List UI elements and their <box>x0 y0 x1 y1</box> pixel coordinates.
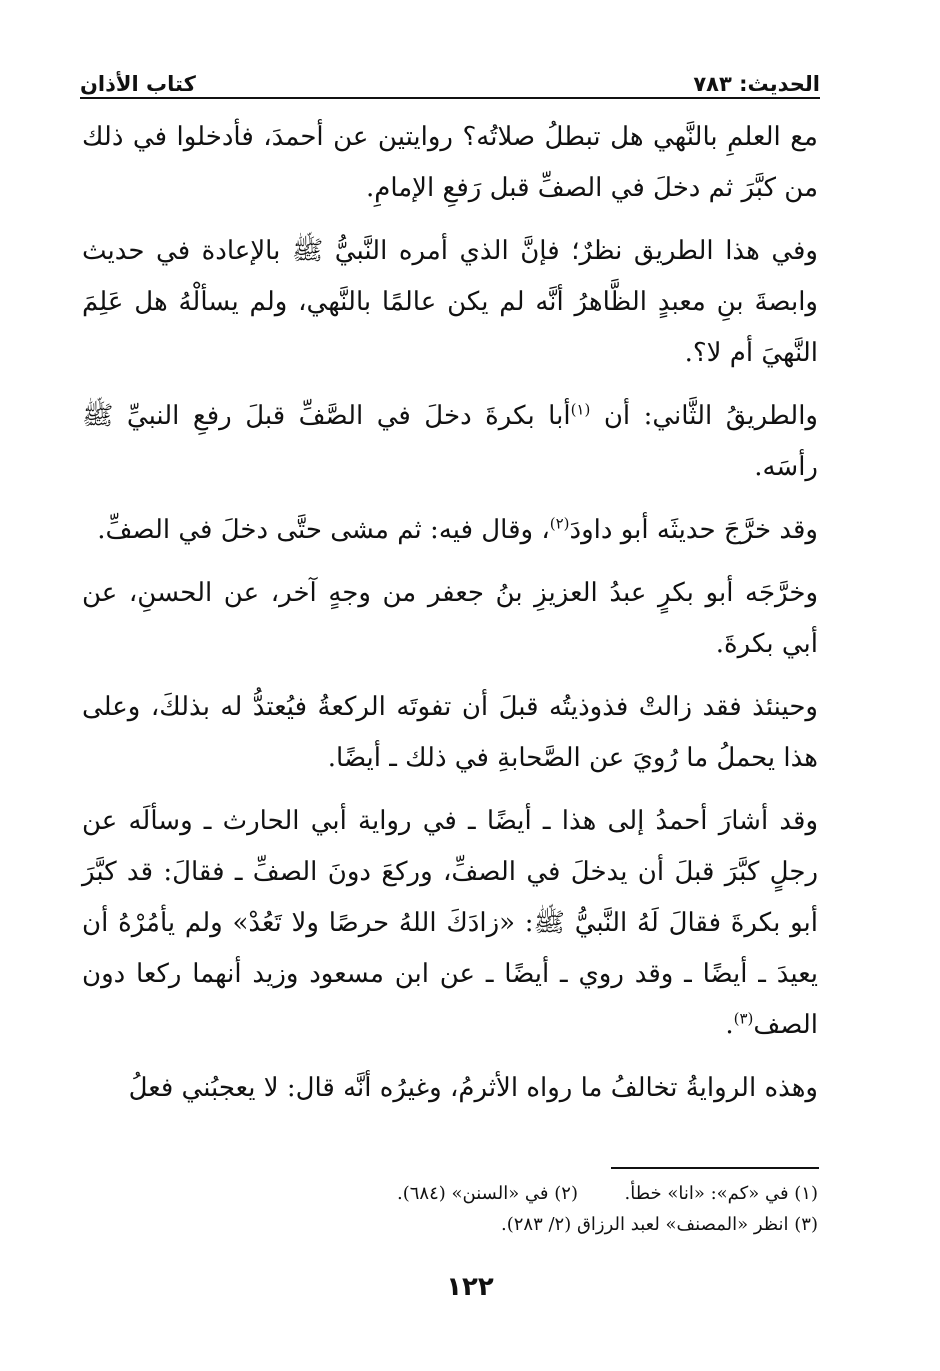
paragraph <box>82 391 818 493</box>
footnote-row <box>82 1178 818 1209</box>
footnote-2: (٢) في «السنن» (٦٨٤). <box>397 1183 578 1204</box>
footnote-row <box>82 1209 818 1240</box>
paragraph-text: ، وقال فيه: ثم مشى حتَّى دخلَ في الصفِّ. <box>97 515 550 545</box>
footnote-1: (١) في «ك‍م»: «انا» خطأ. <box>624 1183 818 1204</box>
paragraph <box>82 1063 818 1114</box>
paragraph-text: وهذه الروايةُ تخالفُ ما رواه الأثرمُ، وغيرُه أنَّه قال: لا يعجبُني فعلُ <box>128 1073 818 1103</box>
footnote-divider <box>611 1167 819 1169</box>
footnotes <box>82 1178 818 1240</box>
paragraph-text: وقد خرَّجَ حديثَه أبو داودَ <box>569 515 818 545</box>
main-text <box>82 112 818 1126</box>
paragraph-text: وخرَّجَه أبو بكرٍ عبدُ العزيزِ بنُ جعفر من وجهٍ آخر، عن الحسنِ، عن أبي بكرةَ. <box>82 578 818 659</box>
paragraph <box>82 796 818 1051</box>
footnote-3: (٣) انظر «المصنف» لعبد الرزاق (٢/ ٢٨٣). <box>500 1214 818 1235</box>
paragraph-text: مع العلمِ بالنَّهي هل تبطلُ صلاتُه؟ روايتين عن أحمدَ، فأدخلوا في ذلك من كبَّرَ ثم دخلَ في الصفِّ قبل رَفعِ الإمامِ. <box>82 122 818 203</box>
paragraph-text: أبا بكرةَ دخلَ في الصَّفِّ قبلَ رفعِ النبيِّ ﷺ رأسَه. <box>82 401 818 482</box>
paragraph-text: . <box>725 1010 734 1040</box>
paragraph <box>82 226 818 379</box>
paragraph <box>82 112 818 214</box>
page-number: ١٢٢ <box>446 1272 494 1302</box>
footnote-reference[interactable]: (٢) <box>549 514 570 533</box>
paragraph <box>82 505 818 556</box>
header-divider <box>80 97 820 99</box>
footnote-reference[interactable]: (١) <box>570 400 591 419</box>
paragraph-text: والطريقُ الثَّاني: أن <box>590 401 818 431</box>
paragraph-text: وقد أشارَ أحمدُ إلى هذا ـ أيضًا ـ في رواية أبي الحارث ـ وسألَه عن رجلٍ كبَّرَ قبلَ أن يدخلَ في الصفِّ، وركعَ دونَ الصفِّ ـ فقالَ: قد كبَّرَ أبو بكرةَ فقالَ لَهُ النَّبيُّ ﷺ: «زادَكَ اللهُ حرصًا ولا تَعُدْ» ولم يأمُرْهُ أن يعيدَ ـ أيضًا ـ وقد روي ـ أيضًا ـ عن ابن مسعود وزيد أنهما ركعا دون الصف <box>82 806 818 1040</box>
paragraph <box>82 568 818 670</box>
hadith-number: الحديث: ٧٨٣ <box>693 72 820 96</box>
paragraph-text: وفي هذا الطريق نظرٌ؛ فإنَّ الذي أمره النَّبيُّ ﷺ بالإعادة في حديث وابصةَ بنِ معبدٍ الظَّاهرُ أنَّه لم يكن عالمًا بالنَّهي، ولم يسألْهُ هل عَلِمَ النَّهيَ أم لا؟. <box>82 236 818 368</box>
running-header <box>80 62 820 96</box>
chapter-title: كتاب الأذان <box>80 72 196 96</box>
paragraph-text: وحينئذ فقد زالتْ فذوذيتُه قبلَ أن تفوتَه الركعةُ فيُعتدُّ له بذلكَ، وعلى هذا يحملُ ما رُويَ عن الصَّحابةِ في ذلك ـ أيضًا. <box>82 692 818 773</box>
footnote-reference[interactable]: (٣) <box>733 1009 754 1028</box>
paragraph <box>82 682 818 784</box>
